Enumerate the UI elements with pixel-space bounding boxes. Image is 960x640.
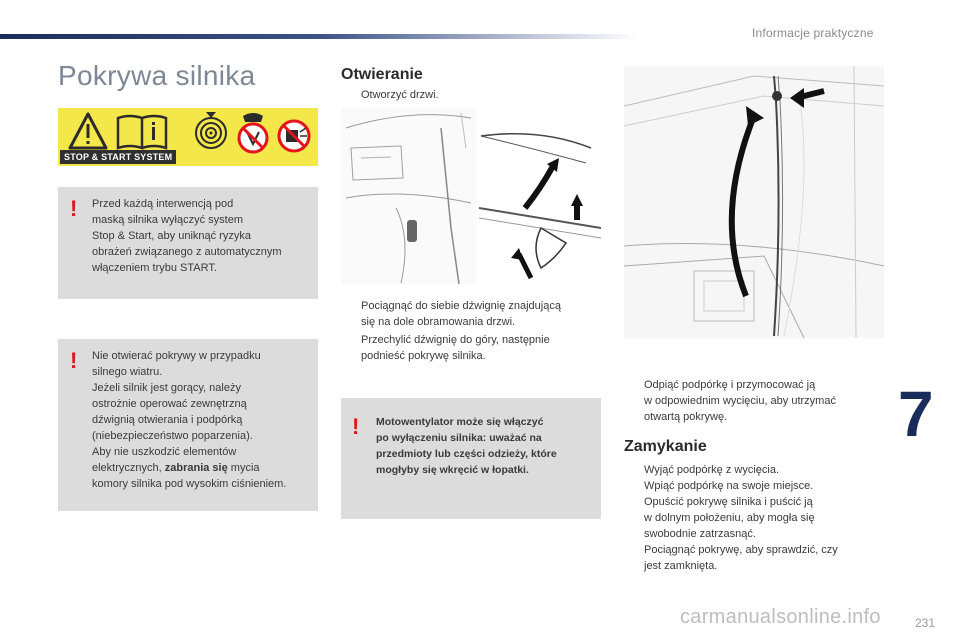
bullet-icon <box>341 87 361 103</box>
bullet-icon <box>341 332 361 364</box>
bullet-icon <box>624 462 644 478</box>
watermark: carmanualsonline.info <box>680 606 881 628</box>
prop-rod-illustration <box>624 66 884 338</box>
text-line: Aby nie uszkodzić elementów <box>92 446 237 458</box>
warning-exclamation-icon: ! <box>70 196 78 221</box>
emphasis-text: zabrania się <box>164 462 228 474</box>
text-line: maską silnika wyłączyć system <box>92 214 243 226</box>
warning-text-stop-start <box>92 196 282 276</box>
text-line: ostrożnie operować zewnętrzną <box>92 398 247 410</box>
text-line: włączeniem trybu START. <box>92 262 217 274</box>
warning-text-fan <box>376 414 557 478</box>
page-title: Pokrywa silnika <box>58 60 256 91</box>
text-line: (niebezpieczeństwo poparzenia). <box>92 430 253 442</box>
pictogram-banner <box>58 108 318 166</box>
closing-step-3: Opuścić pokrywę silnika i puścić ją w dolnym położeniu, aby mogła się swobodnie zatrzasnąć. <box>624 494 884 542</box>
no-touch-hand-icon <box>239 113 267 152</box>
closing-step-4: Pociągnąć pokrywę, aby sprawdzić, czy jest zamknięta. <box>624 542 884 574</box>
opening-title: Otwieranie <box>341 66 423 83</box>
no-spray-icon <box>279 121 309 151</box>
text-line: po wyłączeniu silnika: uważać na <box>376 432 542 444</box>
text-line: Stop & Start, aby uniknąć ryzyka <box>92 230 251 242</box>
text-line: dźwignią otwierania i podpórką <box>92 414 243 426</box>
bullet-icon <box>624 494 644 542</box>
text-line: obrażeń związanego z automatycznym <box>92 246 282 258</box>
text-line: mogłyby się wkręcić w łopatki. <box>376 464 529 476</box>
bullet-icon <box>624 542 644 574</box>
chapter-number: 7 <box>898 378 934 450</box>
stop-start-label: STOP & START SYSTEM <box>60 150 176 164</box>
warning-text-wind-heat <box>92 348 286 492</box>
bullet-icon <box>624 478 644 494</box>
bullet-icon <box>341 298 361 330</box>
door-lever-illustration <box>341 108 601 284</box>
manual-book-icon <box>118 116 166 148</box>
text-line: przedmioty lub części odzieży, które <box>376 448 557 460</box>
page-number: 231 <box>915 616 936 630</box>
text-line: komory silnika pod wysokim ciśnieniem. <box>92 478 287 490</box>
text-line: silnego wiatru. <box>92 366 163 378</box>
warning-exclamation-icon: ! <box>70 348 78 373</box>
opening-step-3: Przechylić dźwignię do góry, następnie podnieść pokrywę silnika. <box>341 332 601 364</box>
text-line: Przed każdą interwencją pod <box>92 198 234 210</box>
closing-title: Zamykanie <box>624 438 707 455</box>
header-bar <box>0 34 640 39</box>
text-line: elektrycznych, zabrania się mycia <box>92 462 260 474</box>
text-line: Jeżeli silnik jest gorący, należy <box>92 382 241 394</box>
warning-triangle-icon <box>70 114 106 148</box>
text-line: Motowentylator może się włączyć <box>376 416 544 428</box>
opening-step-2: Pociągnąć do siebie dźwignię znajdującą się na dole obramowania drzwi. <box>341 298 601 330</box>
opening-step-4: Odpiąć podpórkę i przymocować ją w odpowiednim wycięciu, aby utrzymać otwartą pokrywę. <box>624 377 884 425</box>
fan-icon <box>196 112 226 148</box>
text-line: Nie otwierać pokrywy w przypadku <box>92 350 261 362</box>
opening-step-1: Otworzyć drzwi. <box>341 87 601 103</box>
bullet-icon <box>624 377 644 425</box>
section-header-title: Informacje praktyczne <box>752 26 874 40</box>
closing-step-1: Wyjąć podpórkę z wycięcia. <box>624 462 884 478</box>
warning-exclamation-icon: ! <box>352 414 360 439</box>
closing-step-2: Wpiąć podpórkę na swoje miejsce. <box>624 478 884 494</box>
